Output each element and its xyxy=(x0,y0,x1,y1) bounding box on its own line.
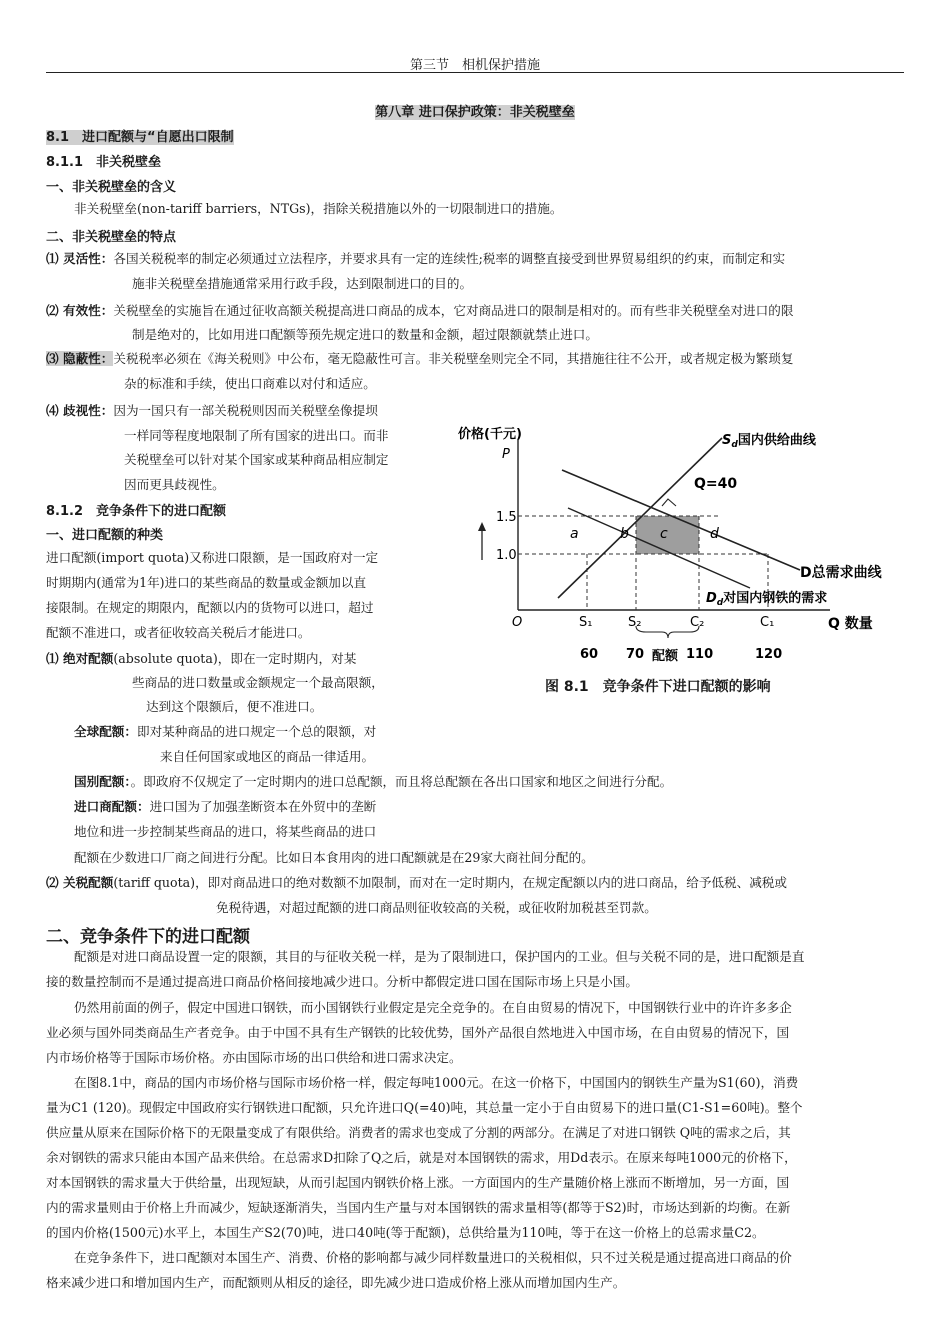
qty-tick: C₂ xyxy=(690,615,705,630)
importer-quota-text: 进口国为了加强垄断资本在外贸中的垄断 xyxy=(149,799,377,814)
para-line: 对本国钢铁的需求量大于供给量，出现短缺，从而引起国内钢铁价格上涨。一方面国内的生产量随价格上涨而不断增加，另一方面，国 xyxy=(46,1175,790,1190)
qty-value: 70 xyxy=(626,647,645,662)
feature-effectiveness xyxy=(46,298,916,323)
global-quota xyxy=(74,719,376,744)
dd-subscript: d xyxy=(716,598,724,608)
feature-label: ⑵ 有效性： xyxy=(46,303,114,318)
para-line: 供应量从原来在国际价格下的无限量变成了有限供给。消费者的需求也变成了分割的两部分。在满足了对进口钢铁 Q吨的需求之后，其 xyxy=(46,1125,791,1140)
area-label: b xyxy=(620,526,629,542)
area-label: a xyxy=(570,526,579,542)
features-heading: 二、非关税壁垒的特点 xyxy=(46,230,177,245)
price-tick: 1.5 xyxy=(496,510,517,525)
chapter-title-wrap xyxy=(0,101,950,120)
feature-text: 关税壁垒的实施旨在通过征收高额关税提高进口商品的成本，它对商品进口的限制是相对的。而有些非关税壁垒对进口的限 xyxy=(113,303,794,318)
meaning-heading: 一、非关税壁垒的含义 xyxy=(46,180,177,195)
qty-tick: S₂ xyxy=(628,615,642,630)
para-line: 内的需求量则由于价格上升而减少，短缺逐渐消失，当国内生产量与对本国钢铁的需求量相等(都等于S2)时，市场达到新的均衡。在新 xyxy=(46,1200,791,1215)
importer-quota xyxy=(74,794,376,819)
chapter-title: 第八章 进口保护政策：非关税壁垒 xyxy=(375,105,575,120)
supply-label-text: 国内供给曲线 xyxy=(737,433,816,448)
section-8-1-heading: 8.1 进口配额与“自愿出口限制 xyxy=(46,130,234,145)
section-8-1-2-heading: 8.1.2 竞争条件下的进口配额 xyxy=(46,504,227,519)
header-rule xyxy=(46,72,904,73)
country-quota xyxy=(74,769,672,794)
global-quota-label: 全球配额： xyxy=(74,724,137,739)
quota-def-line: 接限制。在规定的期限内，配额以内的货物可以进口，超过 xyxy=(46,600,374,615)
absolute-quota-text: (absolute quota)，即在一定时期内，对某 xyxy=(113,651,357,666)
feature-text: 各国关税税率的制定必须通过立法程序，并要求具有一定的连续性;税率的调整直接受到世界贸易组织的约束，而制定和实 xyxy=(113,251,786,266)
total-demand-curve xyxy=(562,470,800,570)
importer-quota-cont: 配额在少数进口厂商之间进行分配。比如日本食用肉的进口配额就是在29家大商社间分配的。 xyxy=(74,850,594,865)
tariff-quota-cont: 免税待遇，对超过配额的进口商品则征收较高的关税，或征收附加税甚至罚款。 xyxy=(216,900,657,915)
quota-def-line: 时期期内(通常为1年)进口的某些商品的数量或金额加以直 xyxy=(46,575,367,590)
absolute-quota-cont: 些商品的进口数量或金额规定一个最高限额， xyxy=(132,675,384,690)
sec-8-1-wrap xyxy=(46,126,234,145)
figure-caption: 图 8.1 竞争条件下进口配额的影响 xyxy=(545,679,771,695)
qty-value: 60 xyxy=(580,647,599,662)
global-quota-cont: 来自任何国家或地区的商品一律适用。 xyxy=(160,749,375,764)
para-line: 的国内价格(1500元)水平上，本国生产S2(70)吨，进口40吨(等于配额)，总供给量为110吨，等于在这一价格上的总需求量C2。 xyxy=(46,1225,765,1240)
figure-8-1-diagram xyxy=(450,420,920,700)
quota-label: 配额 xyxy=(652,649,679,664)
area-label: c xyxy=(660,526,668,542)
feature-text: 关税税率必须在《海关税则》中公布，毫无隐蔽性可言。非关税壁垒则完全不同，其措施往往不公开，或者规定极为繁琐复 xyxy=(113,351,794,366)
qty-tick: C₁ xyxy=(760,615,775,630)
feature-flexibility xyxy=(46,246,916,271)
y-axis-label: 价格(千元) xyxy=(458,427,522,442)
feature-label: ⑶ 隐蔽性： xyxy=(46,351,114,366)
qty-tick: S₁ xyxy=(579,615,593,630)
para-line: 格来减少进口和增加国内生产，而配额则从相反的途径，即先减少进口造成价格上涨从而增加国内生产。 xyxy=(46,1275,626,1290)
section-8-1-1-heading: 8.1.1 非关税壁垒 xyxy=(46,155,162,170)
absolute-quota xyxy=(46,646,356,671)
q-bracket xyxy=(662,499,676,506)
importer-quota-cont: 地位和进一步控制某些商品的进口，将某些商品的进口 xyxy=(74,824,377,839)
feature-concealment xyxy=(46,346,916,371)
x-axis-label: Q 数量 xyxy=(828,616,873,632)
para-line: 在图8.1中，商品的国内市场价格与国际市场价格一样，假定每吨1000元。在这一价格下，中国国内的钢铁生产量为S1(60)，消费 xyxy=(74,1075,799,1090)
y-axis-symbol: P xyxy=(502,447,510,462)
para-line: 配额是对进口商品设置一定的限额，其目的与征收关税一样，是为了限制进口，保护国内的工业。但与关税不同的是，进口配额是直 xyxy=(74,949,805,964)
area-label: d xyxy=(710,526,719,542)
feature-text-cont: 杂的标准和手续，使出口商难以对付和适应。 xyxy=(124,376,376,391)
absolute-quota-label: ⑴ 绝对配额 xyxy=(46,651,114,666)
tariff-quota xyxy=(46,870,916,895)
tariff-quota-text: (tariff quota)，即对商品进口的绝对数额不加限制，而对在一定时期内，在规定配额以内的进口商品，给予低税、减税或 xyxy=(113,875,787,890)
origin-label: O xyxy=(512,615,523,630)
qty-value: 110 xyxy=(686,647,714,662)
country-quota-text: 。即政府不仅规定了一定时期内的进口总配额，而且将总配额在各出口国家和地区之间进行分配。 xyxy=(130,774,673,789)
types-heading: 一、进口配额的种类 xyxy=(46,528,164,543)
feature-label: ⑷ 歧视性： xyxy=(46,403,114,418)
para-line: 接的数量控制而不是通过提高进口商品价格间接地减少进口。分析中都假定进口国在国际市场上只是小国。 xyxy=(46,974,638,989)
feature-text-cont: 施非关税壁垒措施通常采用行政手段，达到限制进口的目的。 xyxy=(132,276,473,291)
para-line: 余对钢铁的需求只能由本国产品来供给。在总需求D扣除了Q之后，就是对本国钢铁的需求，用Dd表示。在原来每吨1000元的价格下， xyxy=(46,1150,797,1165)
meaning-text: 非关税壁垒(non-tariff barriers，NTGs)，指除关税措施以外的一切限制进口的措施。 xyxy=(74,201,563,216)
para-line: 在竞争条件下，进口配额对本国生产、消费、价格的影响都与减少同样数量进口的关税相似，只不过关税是通过提高进口商品的价 xyxy=(74,1250,792,1265)
country-quota-label: 国别配额： xyxy=(74,774,131,789)
feature-label: ⑴ 灵活性： xyxy=(46,251,114,266)
para-line: 量为C1 (120)。现假定中国政府实行钢铁进口配额，只允许进口Q(=40)吨，其总量一定小于自由贸易下的进口量(C1-S1=60吨)。整个 xyxy=(46,1100,803,1115)
section-2-heading: 二、竞争条件下的进口配额 xyxy=(46,927,250,947)
feature-text-cont: 关税壁垒可以针对某个国家或某种商品相应制定 xyxy=(124,452,389,467)
para-line: 仍然用前面的例子，假定中国进口钢铁，而小国钢铁行业假定是完全竞争的。在自由贸易的情况下，中国钢铁行业中的许许多多企 xyxy=(74,1000,792,1015)
global-quota-text: 即对某种商品的进口规定一个总的限额，对 xyxy=(136,724,377,739)
para-line: 内市场价格等于国际市场价格。亦由国际市场的出口供给和进口需求决定。 xyxy=(46,1050,462,1065)
feature-text-cont: 一样同等程度地限制了所有国家的进出口。而非 xyxy=(124,428,389,443)
tariff-quota-label: ⑵ 关税配额 xyxy=(46,875,114,890)
supply-curve-label: $S_d$国内供给曲线 xyxy=(722,433,816,450)
domestic-demand-label: $D_d$对国内钢铁的需求 xyxy=(706,591,828,608)
quota-def-line: 进口配额(import quota)又称进口限额，是一国政府对一定 xyxy=(46,550,379,565)
quota-def-line: 配额不准进口，或者征收较高关税后才能进口。 xyxy=(46,625,311,640)
importer-quota-label: 进口商配额： xyxy=(74,799,150,814)
page-header: 第三节 相机保护措施 xyxy=(409,58,540,73)
total-demand-label: D总需求曲线 xyxy=(800,565,882,581)
feature-text: 因为一国只有一部关税税则因而关税壁垒像提坝 xyxy=(113,403,378,418)
price-tick: 1.0 xyxy=(496,548,517,563)
supply-subscript: d xyxy=(731,440,738,450)
qty-value: 120 xyxy=(755,647,783,662)
para-line: 业必须与国外同类商品生产者竞争。由于中国不具有生产钢铁的比较优势，国外产品很自然地进入中国市场，在自由贸易的情况下，国 xyxy=(46,1025,790,1040)
domestic-demand-text: 对国内钢铁的需求 xyxy=(723,591,828,606)
feature-text-cont: 因而更具歧视性。 xyxy=(124,477,225,492)
feature-discrimination xyxy=(46,398,378,423)
feature-text-cont: 制是绝对的，比如用进口配额等预先规定进口的数量和金额，超过限额就禁止进口。 xyxy=(132,327,598,342)
arrow-head xyxy=(478,522,486,531)
absolute-quota-cont: 达到这个限额后，便不准进口。 xyxy=(146,699,323,714)
q-label: Q=40 xyxy=(694,476,738,492)
